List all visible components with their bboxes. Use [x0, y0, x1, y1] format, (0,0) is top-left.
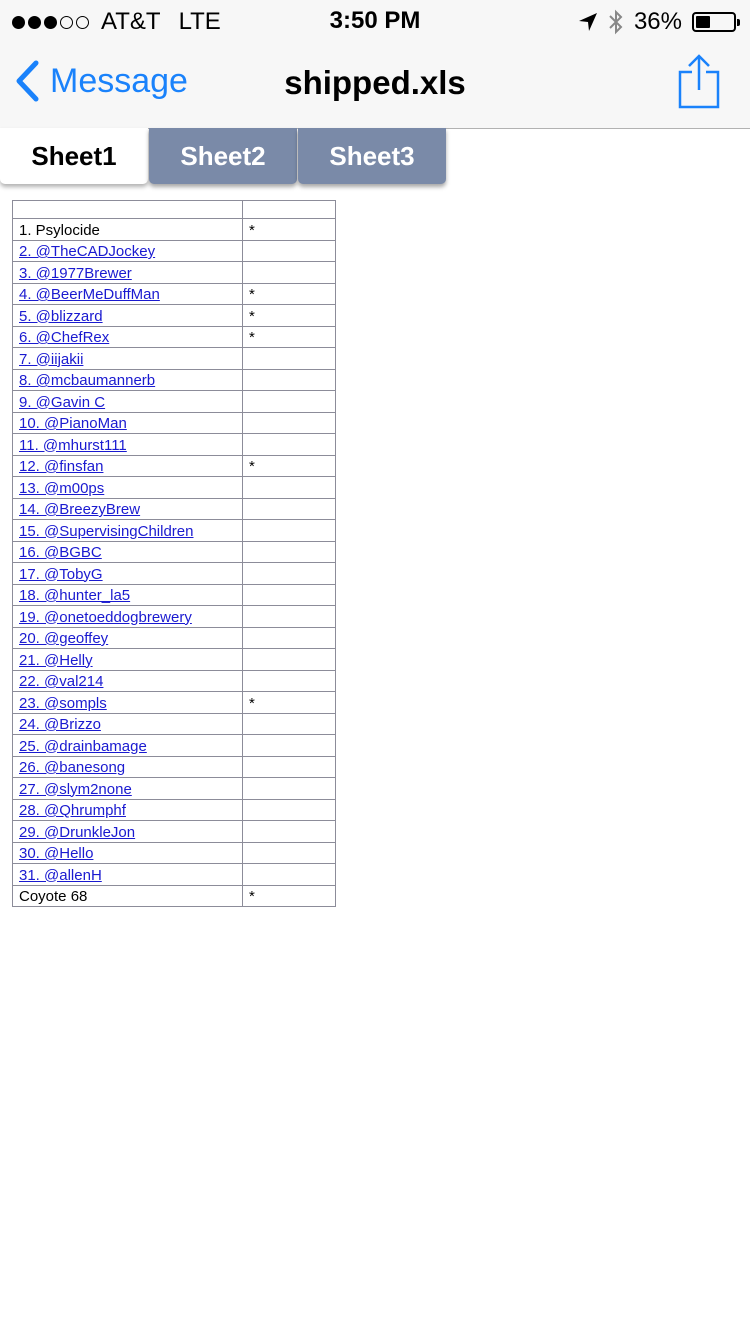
network-type: LTE	[178, 8, 221, 35]
user-link[interactable]: 27. @slym2none	[19, 780, 132, 798]
status-time: 3:50 PM	[329, 7, 421, 34]
name-cell	[13, 477, 243, 499]
mark-cell[interactable]: *	[243, 326, 336, 348]
name-cell	[13, 842, 243, 864]
table-row	[13, 305, 336, 327]
user-link[interactable]: 21. @Helly	[19, 651, 93, 669]
mark-cell[interactable]	[243, 778, 336, 800]
table-row	[13, 864, 336, 886]
spreadsheet-table	[12, 200, 336, 907]
table-row	[13, 477, 336, 499]
name-cell	[13, 563, 243, 585]
user-link[interactable]: 14. @BreezyBrew	[19, 501, 141, 518]
tab-sheet1[interactable]: Sheet1	[0, 128, 148, 184]
table-row	[13, 692, 336, 714]
user-link[interactable]: 3. @1977Brewer	[19, 264, 132, 282]
mark-cell[interactable]	[243, 649, 336, 671]
status-right	[578, 8, 736, 36]
mark-cell[interactable]	[243, 434, 336, 456]
user-link[interactable]: 18. @hunter_la5	[19, 587, 131, 604]
table-row	[13, 391, 336, 413]
cell-text: 1. Psylocide	[19, 221, 100, 239]
sheet-tabs	[0, 128, 447, 186]
name-cell	[13, 305, 243, 327]
user-link[interactable]: 25. @drainbamage	[19, 737, 147, 755]
mark-cell[interactable]	[243, 563, 336, 585]
table-row	[13, 240, 336, 262]
name-cell	[13, 434, 243, 456]
user-link[interactable]: 19. @onetoeddogbrewery	[19, 608, 192, 626]
name-cell	[13, 412, 243, 434]
user-link[interactable]: 10. @PianoMan	[19, 415, 127, 432]
carrier-name: AT&T	[101, 8, 161, 35]
mark-cell[interactable]: *	[243, 885, 336, 907]
table-header-row	[13, 201, 336, 219]
mark-cell[interactable]	[243, 541, 336, 563]
user-link[interactable]: 15. @SupervisingChildren	[19, 522, 194, 540]
mark-cell[interactable]	[243, 520, 336, 542]
user-link[interactable]: 6. @ChefRex	[19, 329, 110, 346]
name-cell	[13, 778, 243, 800]
mark-cell[interactable]	[243, 262, 336, 284]
tab-sheet3[interactable]: Sheet3	[298, 128, 446, 184]
mark-cell[interactable]	[243, 799, 336, 821]
mark-cell[interactable]	[243, 584, 336, 606]
name-cell	[13, 455, 243, 477]
name-cell	[13, 864, 243, 886]
table-row	[13, 778, 336, 800]
mark-cell[interactable]	[243, 713, 336, 735]
name-cell	[13, 326, 243, 348]
spreadsheet-body	[13, 201, 336, 907]
table-cell	[13, 201, 243, 219]
table-row	[13, 520, 336, 542]
table-row	[13, 584, 336, 606]
mark-cell[interactable]	[243, 348, 336, 370]
user-link[interactable]: 7. @iijakii	[19, 350, 84, 368]
table-row	[13, 498, 336, 520]
table-cell	[243, 201, 336, 219]
battery-icon	[692, 12, 736, 32]
mark-cell[interactable]	[243, 821, 336, 843]
table-row	[13, 885, 336, 907]
name-cell	[13, 369, 243, 391]
mark-cell[interactable]	[243, 670, 336, 692]
user-link[interactable]: 17. @TobyG	[19, 565, 103, 583]
name-cell	[13, 584, 243, 606]
battery-fill	[696, 16, 710, 28]
share-button[interactable]	[678, 54, 720, 115]
name-cell	[13, 541, 243, 563]
table-row	[13, 348, 336, 370]
share-icon	[678, 54, 720, 110]
mark-cell[interactable]	[243, 606, 336, 628]
name-cell	[13, 391, 243, 413]
user-link[interactable]: 20. @geoffey	[19, 630, 109, 647]
mark-cell[interactable]	[243, 627, 336, 649]
name-cell	[13, 627, 243, 649]
mark-cell[interactable]: *	[243, 455, 336, 477]
table-row	[13, 627, 336, 649]
table-row	[13, 713, 336, 735]
battery-nub	[737, 19, 740, 26]
mark-cell[interactable]: *	[243, 219, 336, 241]
mark-cell[interactable]	[243, 864, 336, 886]
user-link[interactable]: 22. @val214	[19, 673, 104, 690]
table-row	[13, 369, 336, 391]
mark-cell[interactable]	[243, 756, 336, 778]
name-cell	[13, 240, 243, 262]
mark-cell[interactable]	[243, 477, 336, 499]
table-row	[13, 606, 336, 628]
user-link[interactable]: 9. @Gavin C	[19, 393, 106, 411]
name-cell	[13, 262, 243, 284]
navigation-bar	[0, 40, 750, 129]
user-link[interactable]: 4. @BeerMeDuffMan	[19, 286, 160, 303]
user-link[interactable]: 30. @Hello	[19, 845, 94, 862]
name-cell	[13, 692, 243, 714]
mark-cell[interactable]: *	[243, 305, 336, 327]
mark-cell[interactable]	[243, 412, 336, 434]
battery-percent: 36%	[633, 8, 682, 35]
table-row	[13, 563, 336, 585]
status-bar	[0, 0, 750, 40]
table-row	[13, 412, 336, 434]
table-row	[13, 821, 336, 843]
user-link[interactable]: 2. @TheCADJockey	[19, 243, 156, 260]
name-cell[interactable]	[13, 885, 243, 907]
name-cell	[13, 821, 243, 843]
user-link[interactable]: 28. @Qhrumphf	[19, 802, 126, 819]
cell-text: Coyote 68	[19, 888, 88, 905]
mark-cell[interactable]	[243, 498, 336, 520]
name-cell	[13, 735, 243, 757]
table-row	[13, 842, 336, 864]
user-link[interactable]: 26. @banesong	[19, 759, 126, 776]
mark-cell[interactable]	[243, 369, 336, 391]
name-cell	[13, 348, 243, 370]
name-cell	[13, 670, 243, 692]
table-row	[13, 670, 336, 692]
user-link[interactable]: 24. @Brizzo	[19, 716, 101, 733]
bluetooth-icon	[608, 9, 624, 35]
page-title: shipped.xls	[284, 64, 466, 101]
table-row	[13, 799, 336, 821]
table-row	[13, 649, 336, 671]
table-row	[13, 735, 336, 757]
table-row	[13, 541, 336, 563]
location-arrow-icon	[578, 12, 598, 32]
name-cell	[13, 799, 243, 821]
user-link[interactable]: 29. @DrunkleJon	[19, 823, 136, 841]
back-button-label: Message	[50, 61, 188, 100]
name-cell	[13, 283, 243, 305]
user-link[interactable]: 12. @finsfan	[19, 458, 104, 475]
name-cell	[13, 606, 243, 628]
user-link[interactable]: 5. @blizzard	[19, 307, 103, 325]
mark-cell[interactable]	[243, 391, 336, 413]
user-link[interactable]: 23. @sompls	[19, 694, 107, 712]
mark-cell[interactable]: *	[243, 692, 336, 714]
table-row	[13, 434, 336, 456]
mark-cell[interactable]	[243, 842, 336, 864]
user-link[interactable]: 8. @mcbaumannerb	[19, 372, 156, 389]
name-cell	[13, 520, 243, 542]
table-row	[13, 326, 336, 348]
name-cell	[13, 649, 243, 671]
mark-cell[interactable]	[243, 735, 336, 757]
user-link[interactable]: 13. @m00ps	[19, 479, 105, 497]
name-cell	[13, 498, 243, 520]
name-cell	[13, 756, 243, 778]
table-row	[13, 455, 336, 477]
name-cell[interactable]	[13, 219, 243, 241]
table-row	[13, 283, 336, 305]
mark-cell[interactable]: *	[243, 283, 336, 305]
name-cell	[13, 713, 243, 735]
table-row	[13, 219, 336, 241]
tab-sheet2[interactable]: Sheet2	[149, 128, 297, 184]
mark-cell[interactable]	[243, 240, 336, 262]
table-row	[13, 756, 336, 778]
user-link[interactable]: 11. @mhurst111	[19, 436, 127, 454]
user-link[interactable]: 16. @BGBC	[19, 544, 102, 561]
user-link[interactable]: 31. @allenH	[19, 866, 102, 884]
table-row	[13, 262, 336, 284]
